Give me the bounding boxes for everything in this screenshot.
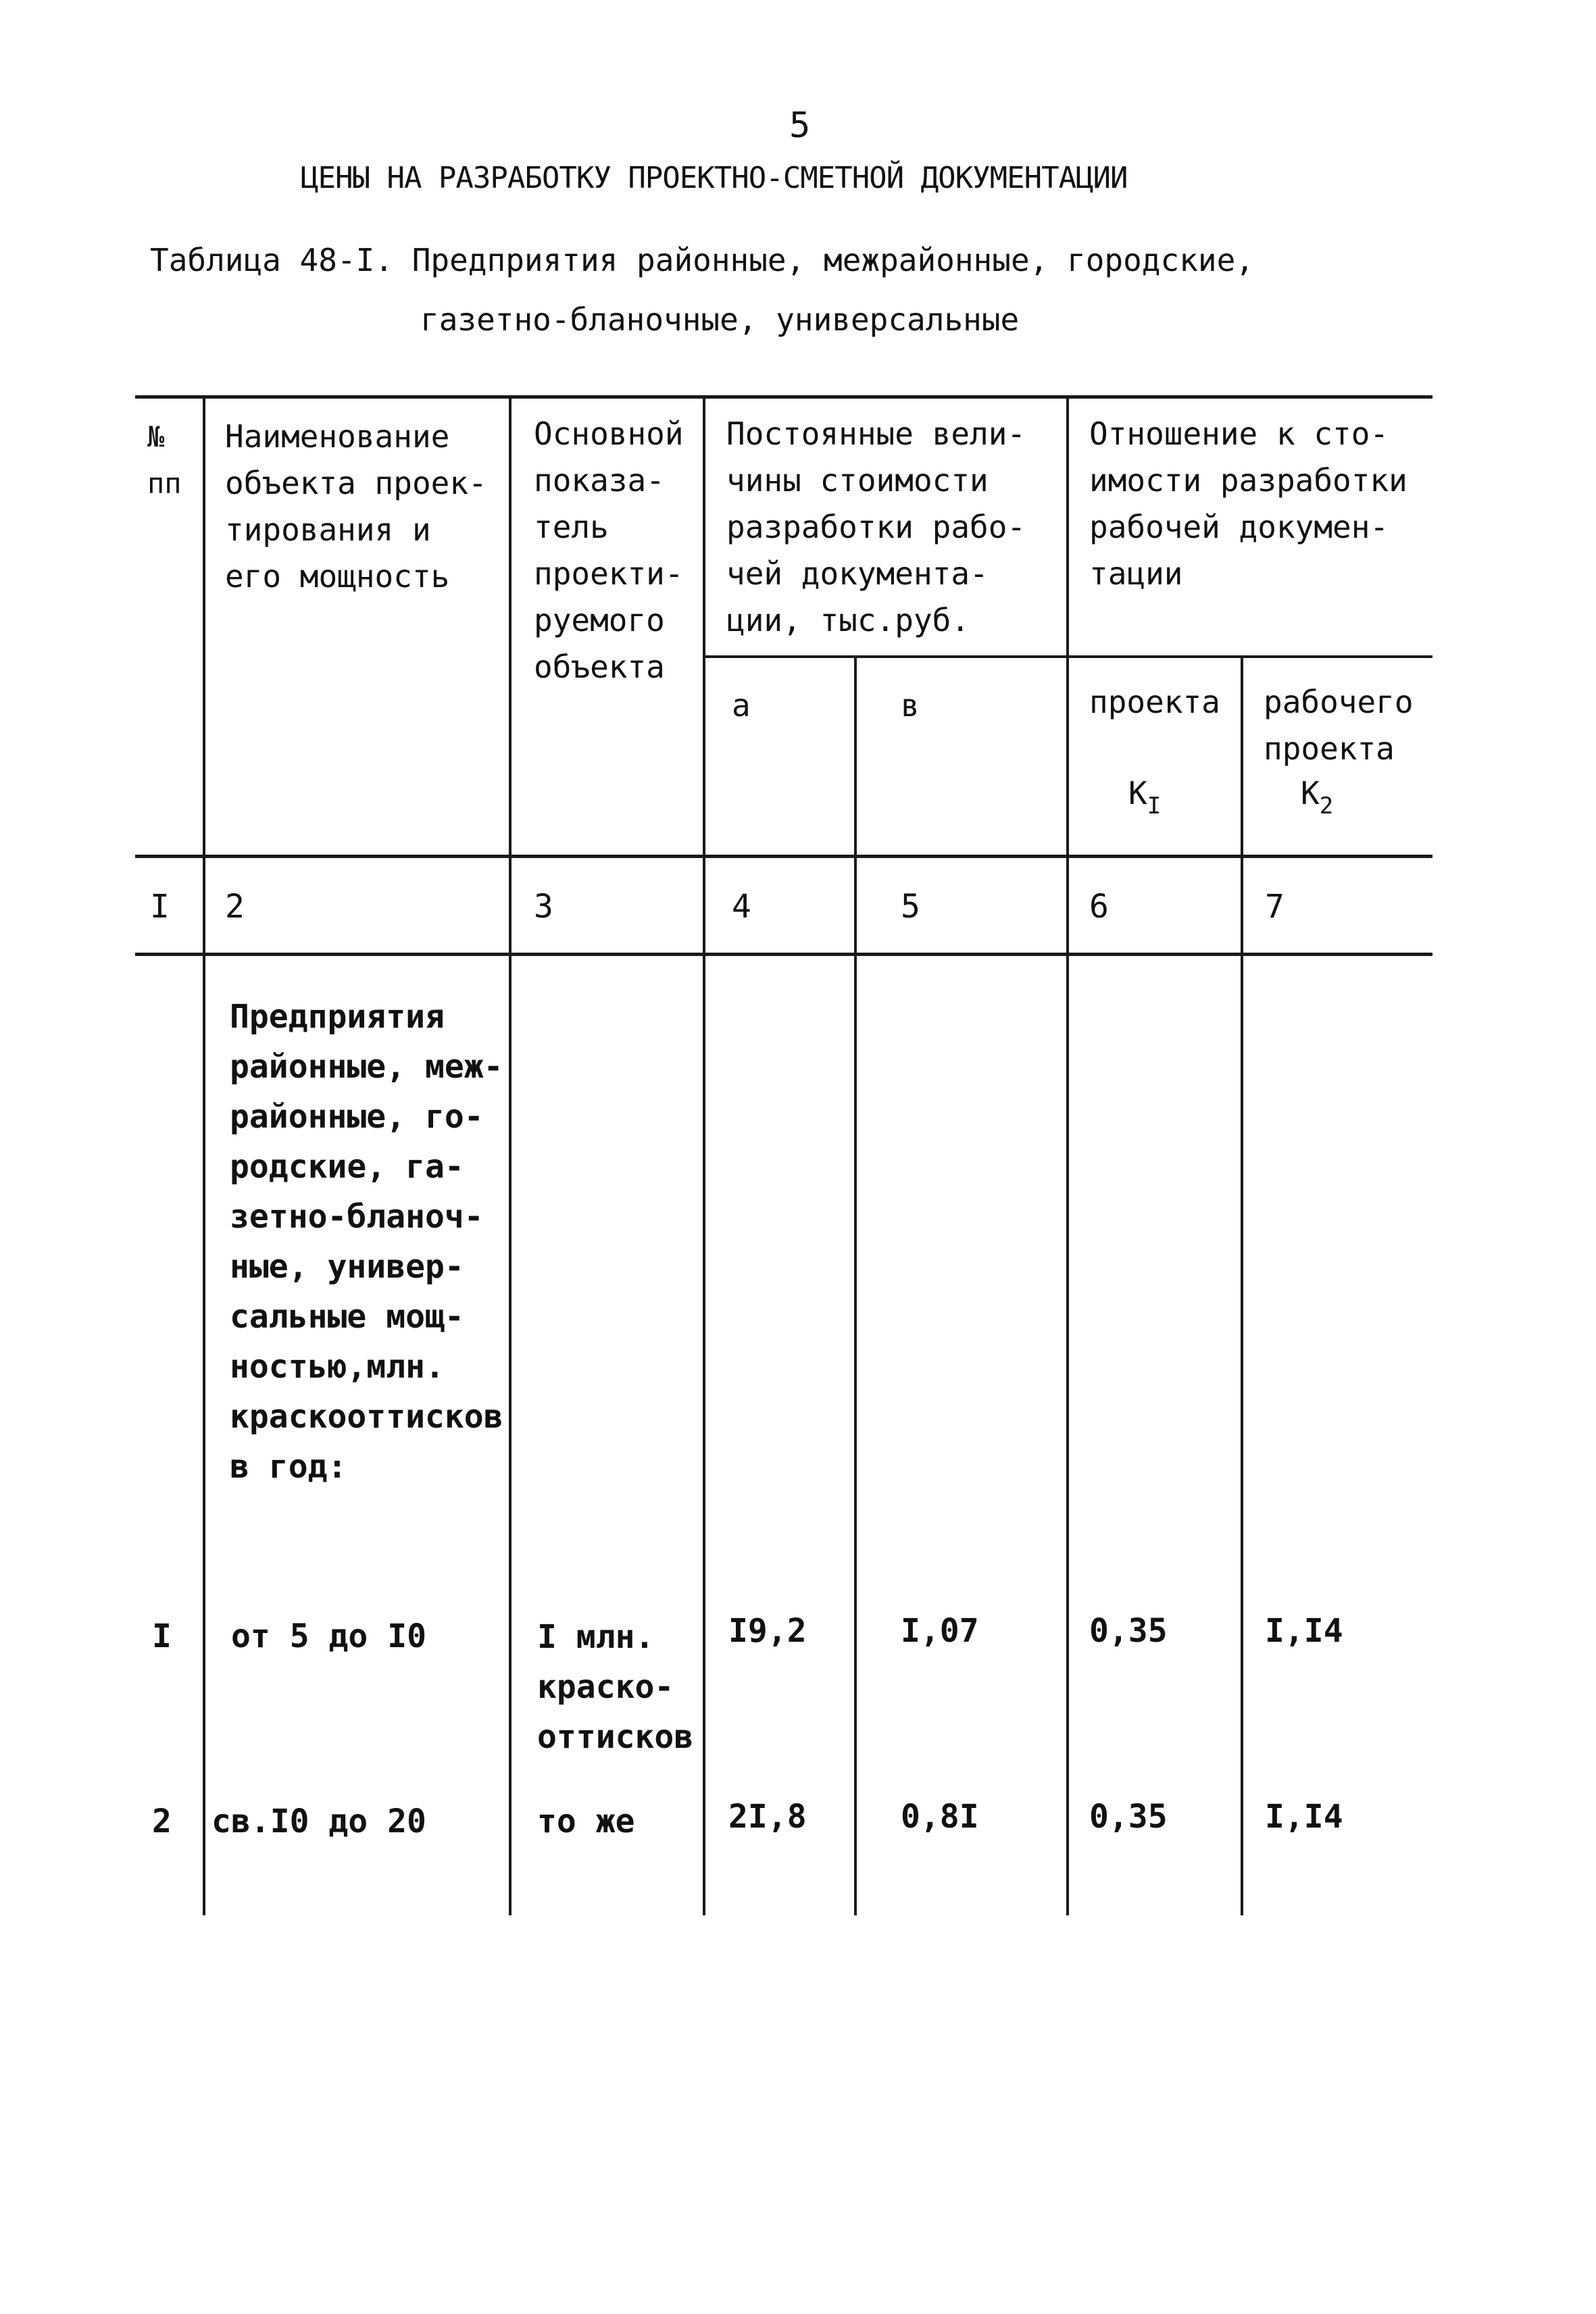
row-2-a: 2I,8 <box>728 1798 807 1836</box>
row-2-k1: 0,35 <box>1089 1798 1168 1836</box>
column-numbers-rule <box>135 953 1432 956</box>
header-no: № пп <box>147 420 182 500</box>
table-caption-line2: газетно-бланочные, универсальные <box>420 301 1020 338</box>
table-caption-line1: Таблица 48-I. Предприятия районные, межрайонные, городские, <box>150 242 1254 278</box>
column-number-6: 6 <box>1089 888 1109 926</box>
group-title: Предприятия районные, меж- районные, го- родские, га- зетно-бланоч- ные, универ- сальные мощ- ностью,млн. краскооттисков в год: <box>230 998 503 1486</box>
page-number: 5 <box>789 105 811 146</box>
row-1-no: I <box>152 1617 172 1655</box>
row-1-name: от 5 до I0 <box>231 1617 426 1655</box>
k2-symbol: К <box>1301 775 1320 811</box>
header-project: проекта <box>1089 684 1220 720</box>
k1-subscript: I <box>1147 793 1162 820</box>
table-top-rule <box>135 395 1432 399</box>
column-number-2: 2 <box>225 888 245 926</box>
header-object-name: Наименование объекта проек- тирования и его мощность <box>225 418 487 595</box>
column-number-3: 3 <box>534 888 553 926</box>
row-1-indicator: I млн. краско- оттисков <box>537 1618 694 1756</box>
row-1-k2: I,I4 <box>1265 1612 1343 1650</box>
col-divider-5 <box>1066 395 1069 1915</box>
row-1-k1: 0,35 <box>1089 1612 1168 1650</box>
row-1-a: I9,2 <box>728 1612 807 1650</box>
col-divider-4 <box>854 657 857 1915</box>
row-2-indicator: то же <box>537 1803 635 1840</box>
row-2-b: 0,8I <box>901 1798 979 1836</box>
header-k2 <box>1301 770 1333 830</box>
column-number-5: 5 <box>901 888 920 926</box>
col-divider-2 <box>509 395 512 1915</box>
k2-subscript: 2 <box>1319 793 1334 820</box>
header-working-project: рабочего проекта <box>1264 684 1414 767</box>
col-divider-1 <box>203 395 205 1915</box>
column-number-7: 7 <box>1265 888 1285 926</box>
col-divider-3 <box>703 395 705 1915</box>
k1-symbol: К <box>1128 775 1147 811</box>
header-k1 <box>1128 770 1161 830</box>
header-a: а <box>732 687 751 724</box>
row-1-b: I,07 <box>901 1612 979 1650</box>
col-divider-6 <box>1241 657 1243 1915</box>
header-ratio: Отношение к сто- имости разработки рабочей докумен- тации <box>1089 416 1407 592</box>
column-number-1: I <box>150 888 170 926</box>
header-main-indicator: Основной показа- тель проекти- руемого объекта <box>534 416 684 685</box>
header-b: в <box>901 687 920 724</box>
row-2-no: 2 <box>152 1803 172 1840</box>
header-constant-values: Постоянные вели- чины стоимости разработки рабо- чей документа- ции, тыс.руб. <box>726 416 1026 638</box>
header-bottom-rule <box>135 855 1432 858</box>
row-2-k2: I,I4 <box>1265 1798 1343 1836</box>
row-2-name: св.I0 до 20 <box>211 1803 426 1840</box>
page-heading: ЦЕНЫ НА РАЗРАБОТКУ ПРОЕКТНО-СМЕТНОЙ ДОКУМЕНТАЦИИ <box>301 161 1128 195</box>
column-number-4: 4 <box>732 888 751 926</box>
